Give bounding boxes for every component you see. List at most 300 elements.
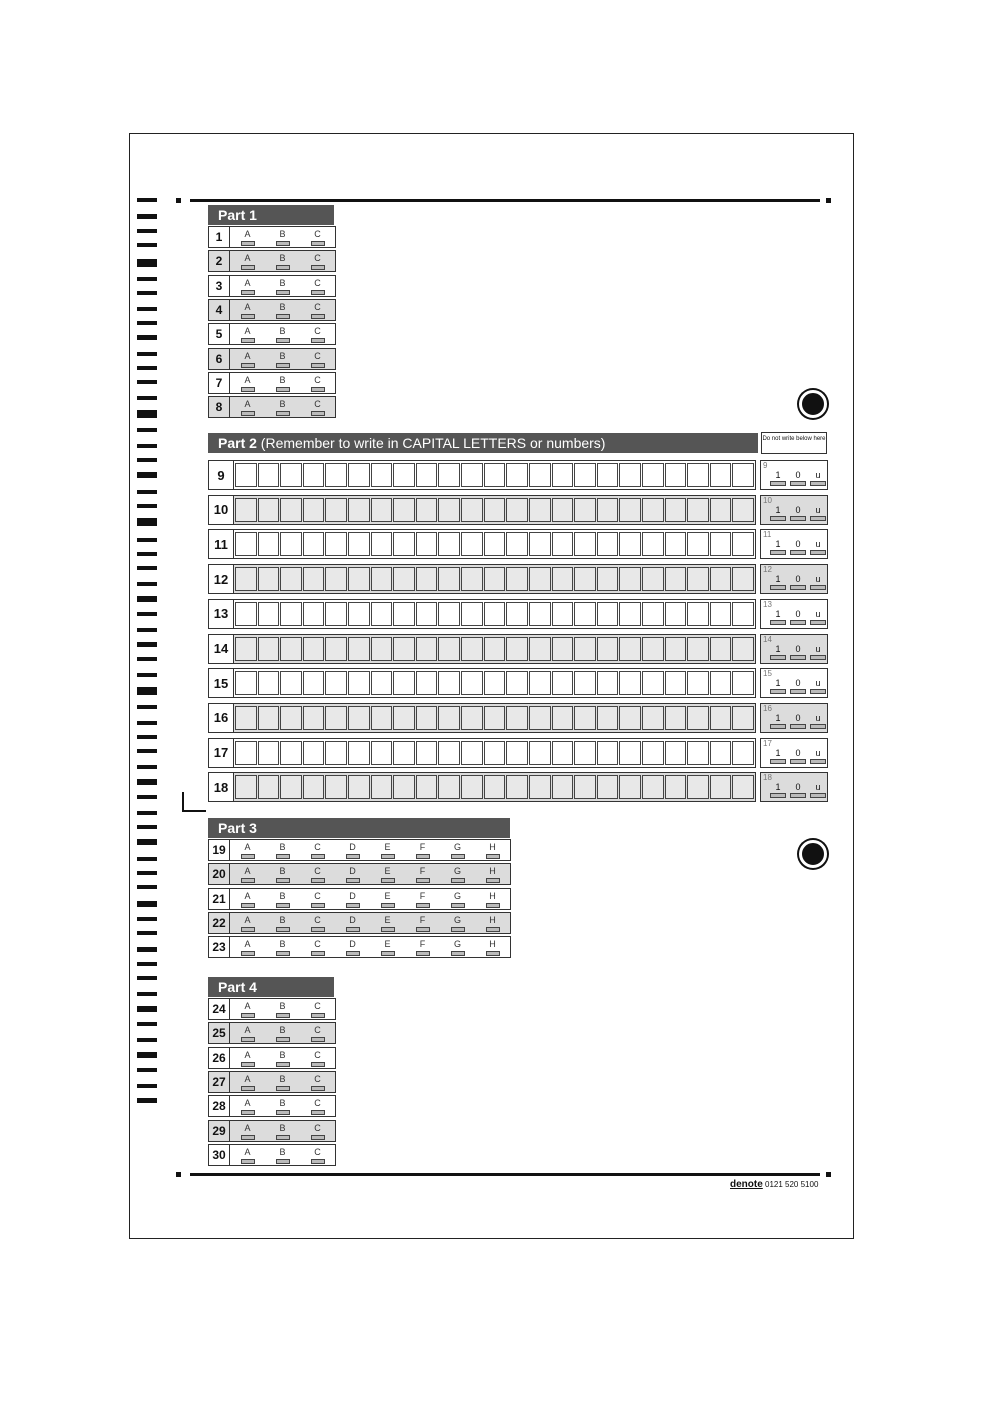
letter-box[interactable]	[732, 741, 754, 765]
mark-bubble[interactable]	[791, 505, 805, 521]
mark-bubble[interactable]	[791, 713, 805, 729]
letter-box[interactable]	[710, 671, 732, 695]
answer-bubble-c[interactable]	[300, 840, 335, 860]
answer-bubble-c[interactable]	[300, 276, 335, 296]
letter-box[interactable]	[484, 741, 506, 765]
letter-box[interactable]	[619, 775, 641, 799]
letter-box[interactable]	[280, 775, 302, 799]
letter-box[interactable]	[393, 532, 415, 556]
letter-box[interactable]	[574, 671, 596, 695]
answer-bubble-c[interactable]	[300, 1072, 335, 1092]
mark-bubble[interactable]	[791, 782, 805, 798]
letter-box[interactable]	[506, 567, 528, 591]
answer-bubble-a[interactable]	[230, 864, 265, 884]
answer-bubble-h[interactable]	[475, 889, 510, 909]
answer-bubble-g[interactable]	[440, 937, 475, 957]
letter-box[interactable]	[732, 498, 754, 522]
letter-box[interactable]	[710, 602, 732, 626]
answer-bubble-a[interactable]	[230, 324, 265, 344]
letter-box[interactable]	[642, 637, 664, 661]
letter-box[interactable]	[484, 671, 506, 695]
letter-box[interactable]	[461, 567, 483, 591]
letter-box[interactable]	[258, 463, 280, 487]
letter-box[interactable]	[461, 637, 483, 661]
answer-bubble-e[interactable]	[370, 937, 405, 957]
letter-box[interactable]	[280, 498, 302, 522]
answer-bubble-a[interactable]	[230, 251, 265, 271]
letter-box[interactable]	[303, 567, 325, 591]
answer-bubble-b[interactable]	[265, 1072, 300, 1092]
answer-bubble-h[interactable]	[475, 864, 510, 884]
letter-box[interactable]	[529, 775, 551, 799]
letter-box[interactable]	[552, 463, 574, 487]
letter-box[interactable]	[665, 671, 687, 695]
letter-box[interactable]	[416, 741, 438, 765]
letter-box[interactable]	[371, 532, 393, 556]
mark-bubble[interactable]	[811, 748, 825, 764]
answer-bubble-d[interactable]	[335, 864, 370, 884]
letter-box[interactable]	[506, 741, 528, 765]
answer-bubble-b[interactable]	[265, 300, 300, 320]
letter-box[interactable]	[416, 602, 438, 626]
letter-box[interactable]	[348, 463, 370, 487]
letter-box[interactable]	[619, 706, 641, 730]
letter-box[interactable]	[506, 706, 528, 730]
letter-box[interactable]	[461, 706, 483, 730]
letter-box[interactable]	[529, 741, 551, 765]
letter-box[interactable]	[438, 532, 460, 556]
answer-bubble-b[interactable]	[265, 1121, 300, 1141]
letter-box[interactable]	[280, 637, 302, 661]
letter-box[interactable]	[393, 567, 415, 591]
mark-bubble[interactable]	[771, 644, 785, 660]
letter-box[interactable]	[461, 602, 483, 626]
letter-box[interactable]	[325, 463, 347, 487]
letter-box[interactable]	[371, 567, 393, 591]
letter-box[interactable]	[393, 671, 415, 695]
letter-box[interactable]	[552, 602, 574, 626]
letter-box[interactable]	[438, 775, 460, 799]
answer-bubble-b[interactable]	[265, 1023, 300, 1043]
answer-bubble-c[interactable]	[300, 864, 335, 884]
mark-bubble[interactable]	[811, 539, 825, 555]
answer-bubble-a[interactable]	[230, 913, 265, 933]
letter-box[interactable]	[687, 498, 709, 522]
letter-box[interactable]	[484, 602, 506, 626]
answer-bubble-c[interactable]	[300, 324, 335, 344]
mark-bubble[interactable]	[811, 505, 825, 521]
mark-bubble[interactable]	[811, 470, 825, 486]
letter-box[interactable]	[258, 741, 280, 765]
answer-bubble-h[interactable]	[475, 937, 510, 957]
answer-bubble-c[interactable]	[300, 889, 335, 909]
answer-bubble-a[interactable]	[230, 397, 265, 417]
letter-box[interactable]	[552, 741, 574, 765]
mark-bubble[interactable]	[771, 470, 785, 486]
answer-bubble-c[interactable]	[300, 1048, 335, 1068]
answer-bubble-b[interactable]	[265, 1096, 300, 1116]
answer-bubble-a[interactable]	[230, 889, 265, 909]
letter-box[interactable]	[325, 741, 347, 765]
letter-box[interactable]	[732, 463, 754, 487]
letter-box[interactable]	[687, 532, 709, 556]
answer-bubble-c[interactable]	[300, 1023, 335, 1043]
answer-bubble-c[interactable]	[300, 1121, 335, 1141]
letter-box[interactable]	[506, 602, 528, 626]
mark-bubble[interactable]	[771, 505, 785, 521]
letter-box[interactable]	[235, 498, 257, 522]
letter-box[interactable]	[642, 671, 664, 695]
letter-box[interactable]	[687, 637, 709, 661]
answer-bubble-a[interactable]	[230, 349, 265, 369]
answer-bubble-b[interactable]	[265, 840, 300, 860]
letter-box[interactable]	[235, 741, 257, 765]
letter-box[interactable]	[665, 498, 687, 522]
letter-box[interactable]	[303, 463, 325, 487]
letter-box[interactable]	[280, 671, 302, 695]
letter-box[interactable]	[642, 706, 664, 730]
letter-box[interactable]	[280, 532, 302, 556]
letter-box[interactable]	[280, 706, 302, 730]
letter-box[interactable]	[371, 498, 393, 522]
letter-box[interactable]	[280, 463, 302, 487]
letter-box[interactable]	[597, 498, 619, 522]
letter-box[interactable]	[732, 671, 754, 695]
letter-box[interactable]	[348, 602, 370, 626]
letter-box[interactable]	[665, 567, 687, 591]
letter-box[interactable]	[484, 706, 506, 730]
letter-box[interactable]	[438, 498, 460, 522]
letter-box[interactable]	[325, 602, 347, 626]
answer-bubble-d[interactable]	[335, 937, 370, 957]
mark-bubble[interactable]	[771, 574, 785, 590]
answer-bubble-c[interactable]	[300, 397, 335, 417]
letter-box[interactable]	[348, 637, 370, 661]
answer-bubble-c[interactable]	[300, 349, 335, 369]
mark-bubble[interactable]	[791, 470, 805, 486]
letter-box[interactable]	[393, 463, 415, 487]
answer-bubble-f[interactable]	[405, 937, 440, 957]
letter-box[interactable]	[438, 637, 460, 661]
letter-box[interactable]	[348, 671, 370, 695]
letter-box[interactable]	[348, 532, 370, 556]
mark-bubble[interactable]	[811, 574, 825, 590]
letter-box[interactable]	[529, 637, 551, 661]
letter-box[interactable]	[393, 637, 415, 661]
letter-box[interactable]	[258, 498, 280, 522]
letter-box[interactable]	[552, 637, 574, 661]
letter-box[interactable]	[280, 567, 302, 591]
letter-box[interactable]	[574, 775, 596, 799]
letter-box[interactable]	[484, 637, 506, 661]
letter-box[interactable]	[552, 498, 574, 522]
letter-box[interactable]	[619, 741, 641, 765]
letter-box[interactable]	[303, 637, 325, 661]
answer-bubble-d[interactable]	[335, 913, 370, 933]
letter-box[interactable]	[371, 602, 393, 626]
letter-box[interactable]	[303, 741, 325, 765]
letter-box[interactable]	[574, 637, 596, 661]
letter-box[interactable]	[235, 637, 257, 661]
answer-bubble-b[interactable]	[265, 276, 300, 296]
letter-box[interactable]	[619, 637, 641, 661]
letter-box[interactable]	[687, 741, 709, 765]
letter-box[interactable]	[235, 602, 257, 626]
answer-bubble-b[interactable]	[265, 227, 300, 247]
answer-bubble-c[interactable]	[300, 999, 335, 1019]
letter-box[interactable]	[303, 671, 325, 695]
letter-box[interactable]	[461, 498, 483, 522]
answer-bubble-a[interactable]	[230, 1096, 265, 1116]
letter-box[interactable]	[642, 532, 664, 556]
letter-box[interactable]	[235, 532, 257, 556]
answer-bubble-f[interactable]	[405, 840, 440, 860]
letter-box[interactable]	[506, 671, 528, 695]
answer-bubble-a[interactable]	[230, 1023, 265, 1043]
letter-box[interactable]	[438, 567, 460, 591]
answer-bubble-f[interactable]	[405, 913, 440, 933]
letter-box[interactable]	[529, 706, 551, 730]
letter-box[interactable]	[393, 602, 415, 626]
letter-box[interactable]	[348, 741, 370, 765]
letter-box[interactable]	[303, 602, 325, 626]
answer-bubble-b[interactable]	[265, 324, 300, 344]
answer-bubble-a[interactable]	[230, 937, 265, 957]
letter-box[interactable]	[597, 602, 619, 626]
letter-box[interactable]	[416, 637, 438, 661]
letter-box[interactable]	[461, 532, 483, 556]
letter-box[interactable]	[235, 463, 257, 487]
letter-box[interactable]	[371, 463, 393, 487]
letter-box[interactable]	[258, 602, 280, 626]
letter-box[interactable]	[438, 463, 460, 487]
letter-box[interactable]	[393, 741, 415, 765]
mark-bubble[interactable]	[791, 574, 805, 590]
letter-box[interactable]	[710, 775, 732, 799]
letter-box[interactable]	[687, 706, 709, 730]
letter-box[interactable]	[710, 706, 732, 730]
answer-bubble-c[interactable]	[300, 251, 335, 271]
letter-box[interactable]	[529, 498, 551, 522]
letter-box[interactable]	[325, 498, 347, 522]
answer-bubble-a[interactable]	[230, 300, 265, 320]
letter-box[interactable]	[303, 532, 325, 556]
letter-box[interactable]	[506, 775, 528, 799]
mark-bubble[interactable]	[791, 678, 805, 694]
answer-bubble-a[interactable]	[230, 840, 265, 860]
letter-box[interactable]	[438, 671, 460, 695]
mark-bubble[interactable]	[771, 539, 785, 555]
letter-box[interactable]	[325, 706, 347, 730]
letter-box[interactable]	[484, 463, 506, 487]
letter-box[interactable]	[438, 602, 460, 626]
letter-box[interactable]	[438, 706, 460, 730]
letter-box[interactable]	[574, 706, 596, 730]
answer-bubble-a[interactable]	[230, 1145, 265, 1165]
letter-box[interactable]	[597, 637, 619, 661]
mark-bubble[interactable]	[771, 609, 785, 625]
answer-bubble-c[interactable]	[300, 1096, 335, 1116]
letter-box[interactable]	[235, 671, 257, 695]
letter-box[interactable]	[642, 498, 664, 522]
letter-box[interactable]	[574, 463, 596, 487]
answer-bubble-e[interactable]	[370, 840, 405, 860]
letter-box[interactable]	[710, 498, 732, 522]
mark-bubble[interactable]	[771, 678, 785, 694]
letter-box[interactable]	[665, 706, 687, 730]
answer-bubble-f[interactable]	[405, 889, 440, 909]
letter-box[interactable]	[258, 567, 280, 591]
letter-box[interactable]	[303, 706, 325, 730]
answer-bubble-a[interactable]	[230, 276, 265, 296]
answer-bubble-b[interactable]	[265, 864, 300, 884]
letter-box[interactable]	[665, 741, 687, 765]
mark-bubble[interactable]	[791, 644, 805, 660]
letter-box[interactable]	[552, 567, 574, 591]
answer-bubble-e[interactable]	[370, 864, 405, 884]
letter-box[interactable]	[506, 498, 528, 522]
answer-bubble-c[interactable]	[300, 1145, 335, 1165]
letter-box[interactable]	[687, 567, 709, 591]
answer-bubble-g[interactable]	[440, 913, 475, 933]
letter-box[interactable]	[574, 567, 596, 591]
answer-bubble-c[interactable]	[300, 300, 335, 320]
letter-box[interactable]	[642, 602, 664, 626]
letter-box[interactable]	[732, 567, 754, 591]
letter-box[interactable]	[258, 706, 280, 730]
answer-bubble-h[interactable]	[475, 913, 510, 933]
letter-box[interactable]	[619, 567, 641, 591]
letter-box[interactable]	[665, 602, 687, 626]
letter-box[interactable]	[416, 775, 438, 799]
letter-box[interactable]	[665, 775, 687, 799]
answer-bubble-e[interactable]	[370, 913, 405, 933]
letter-box[interactable]	[710, 463, 732, 487]
letter-box[interactable]	[416, 706, 438, 730]
letter-box[interactable]	[461, 671, 483, 695]
answer-bubble-b[interactable]	[265, 937, 300, 957]
letter-box[interactable]	[574, 532, 596, 556]
letter-box[interactable]	[687, 671, 709, 695]
letter-box[interactable]	[280, 602, 302, 626]
letter-box[interactable]	[642, 741, 664, 765]
answer-bubble-g[interactable]	[440, 889, 475, 909]
letter-box[interactable]	[710, 637, 732, 661]
mark-bubble[interactable]	[771, 713, 785, 729]
letter-box[interactable]	[416, 498, 438, 522]
letter-box[interactable]	[461, 775, 483, 799]
answer-bubble-d[interactable]	[335, 840, 370, 860]
letter-box[interactable]	[642, 463, 664, 487]
answer-bubble-a[interactable]	[230, 1121, 265, 1141]
letter-box[interactable]	[710, 567, 732, 591]
answer-bubble-b[interactable]	[265, 889, 300, 909]
letter-box[interactable]	[461, 741, 483, 765]
answer-bubble-f[interactable]	[405, 864, 440, 884]
letter-box[interactable]	[371, 637, 393, 661]
answer-bubble-e[interactable]	[370, 889, 405, 909]
letter-box[interactable]	[732, 532, 754, 556]
answer-bubble-h[interactable]	[475, 840, 510, 860]
letter-box[interactable]	[371, 706, 393, 730]
letter-box[interactable]	[258, 637, 280, 661]
letter-box[interactable]	[438, 741, 460, 765]
letter-box[interactable]	[665, 532, 687, 556]
answer-bubble-c[interactable]	[300, 937, 335, 957]
letter-box[interactable]	[687, 463, 709, 487]
letter-box[interactable]	[529, 463, 551, 487]
letter-box[interactable]	[529, 567, 551, 591]
letter-box[interactable]	[303, 775, 325, 799]
answer-bubble-c[interactable]	[300, 373, 335, 393]
letter-box[interactable]	[710, 532, 732, 556]
answer-bubble-b[interactable]	[265, 913, 300, 933]
letter-box[interactable]	[348, 706, 370, 730]
letter-box[interactable]	[597, 532, 619, 556]
letter-box[interactable]	[687, 775, 709, 799]
letter-box[interactable]	[619, 671, 641, 695]
answer-bubble-b[interactable]	[265, 251, 300, 271]
letter-box[interactable]	[529, 602, 551, 626]
answer-bubble-a[interactable]	[230, 999, 265, 1019]
answer-bubble-a[interactable]	[230, 227, 265, 247]
letter-box[interactable]	[574, 741, 596, 765]
answer-bubble-b[interactable]	[265, 397, 300, 417]
letter-box[interactable]	[552, 775, 574, 799]
answer-bubble-g[interactable]	[440, 840, 475, 860]
letter-box[interactable]	[619, 498, 641, 522]
letter-box[interactable]	[280, 741, 302, 765]
letter-box[interactable]	[393, 775, 415, 799]
letter-box[interactable]	[732, 637, 754, 661]
letter-box[interactable]	[484, 567, 506, 591]
letter-box[interactable]	[235, 775, 257, 799]
answer-bubble-b[interactable]	[265, 999, 300, 1019]
letter-box[interactable]	[303, 498, 325, 522]
letter-box[interactable]	[258, 671, 280, 695]
mark-bubble[interactable]	[791, 609, 805, 625]
letter-box[interactable]	[574, 602, 596, 626]
letter-box[interactable]	[597, 567, 619, 591]
mark-bubble[interactable]	[771, 748, 785, 764]
letter-box[interactable]	[619, 463, 641, 487]
letter-box[interactable]	[642, 775, 664, 799]
answer-bubble-a[interactable]	[230, 1048, 265, 1068]
answer-bubble-c[interactable]	[300, 913, 335, 933]
letter-box[interactable]	[665, 637, 687, 661]
letter-box[interactable]	[732, 602, 754, 626]
letter-box[interactable]	[325, 567, 347, 591]
mark-bubble[interactable]	[811, 609, 825, 625]
letter-box[interactable]	[597, 775, 619, 799]
letter-box[interactable]	[484, 532, 506, 556]
letter-box[interactable]	[506, 463, 528, 487]
letter-box[interactable]	[325, 775, 347, 799]
letter-box[interactable]	[597, 741, 619, 765]
letter-box[interactable]	[348, 498, 370, 522]
letter-box[interactable]	[348, 775, 370, 799]
letter-box[interactable]	[258, 775, 280, 799]
letter-box[interactable]	[597, 706, 619, 730]
letter-box[interactable]	[506, 637, 528, 661]
mark-bubble[interactable]	[811, 644, 825, 660]
letter-box[interactable]	[552, 671, 574, 695]
answer-bubble-a[interactable]	[230, 1072, 265, 1092]
letter-box[interactable]	[371, 741, 393, 765]
letter-box[interactable]	[416, 532, 438, 556]
letter-box[interactable]	[393, 706, 415, 730]
letter-box[interactable]	[687, 602, 709, 626]
